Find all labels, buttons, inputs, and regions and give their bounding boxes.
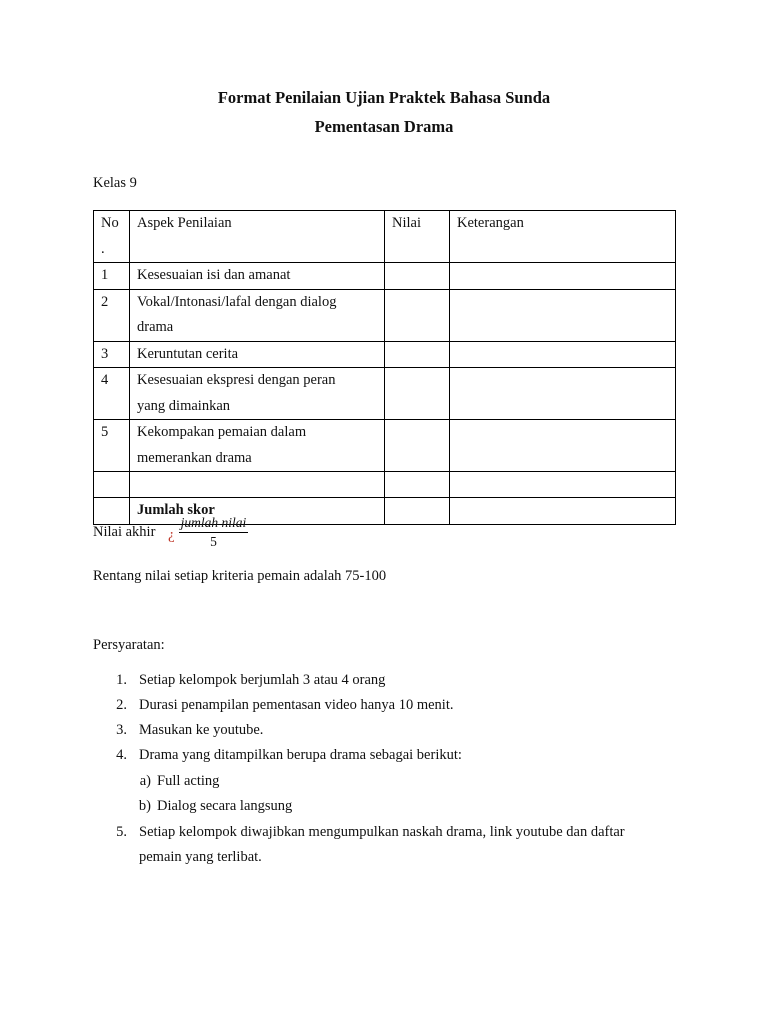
list-item-number: 5.	[116, 824, 127, 840]
page-subtitle: Pementasan Drama	[314, 117, 454, 136]
list-item-number: b)	[138, 798, 151, 814]
header-keterangan: Keterangan	[450, 211, 676, 263]
table-row-empty	[94, 472, 676, 498]
row-no	[94, 498, 130, 525]
row-keterangan-cell[interactable]	[450, 341, 676, 368]
row-keterangan-cell[interactable]	[450, 368, 676, 420]
row-aspek-line2: yang dimainkan	[137, 397, 231, 414]
row-aspek: Keruntutan cerita	[130, 341, 385, 368]
row-nilai-cell[interactable]	[385, 263, 450, 290]
header-aspek: Aspek Penilaian	[130, 211, 385, 263]
row-aspek-line1: Vokal/Intonasi/lafal dengan dialog	[137, 293, 337, 310]
list-item-number: 4.	[116, 747, 127, 763]
row-no: 4	[94, 368, 130, 420]
row-no: 1	[94, 263, 130, 290]
header-nilai: Nilai	[385, 211, 450, 263]
row-aspek-line2: memerankan drama	[137, 449, 252, 466]
row-nilai-cell[interactable]	[385, 289, 450, 341]
formula-denominator: 5	[210, 534, 217, 549]
list-item-text: Dialog secara langsung	[157, 798, 293, 814]
row-keterangan-cell[interactable]	[450, 289, 676, 341]
final-score-formula	[168, 514, 248, 550]
list-item-number: 3.	[116, 722, 127, 738]
row-nilai-cell[interactable]	[385, 368, 450, 420]
header-no	[94, 211, 130, 263]
row-aspek	[130, 420, 385, 472]
formula-fraction	[179, 514, 249, 550]
total-label: Jumlah skor	[130, 498, 385, 525]
row-aspek-line1: Kekompakan pemaian dalam	[137, 424, 307, 440]
list-item-number: 1.	[116, 672, 127, 688]
row-keterangan-cell[interactable]	[450, 420, 676, 472]
row-keterangan-cell[interactable]	[450, 472, 676, 498]
formula-numerator: jumlah nilai	[179, 514, 249, 533]
row-no: 3	[94, 341, 130, 368]
table-row	[94, 420, 676, 472]
row-aspek	[130, 289, 385, 341]
table-row	[94, 368, 676, 420]
table-header-row	[94, 211, 676, 263]
row-aspek-line1: Kesesuaian ekspresi dengan peran	[137, 372, 336, 388]
list-item-text: Setiap kelompok diwajibkan mengumpulkan naskah drama, link youtube dan daftar	[139, 824, 625, 840]
row-nilai-cell[interactable]	[385, 420, 450, 472]
list-item-text: Full acting	[157, 773, 220, 789]
header-no-label: No	[101, 215, 119, 231]
row-no: 5	[94, 420, 130, 472]
row-keterangan-cell[interactable]	[450, 263, 676, 290]
list-item-text: Setiap kelompok berjumlah 3 atau 4 orang	[139, 672, 386, 688]
total-nilai-cell[interactable]	[385, 498, 450, 525]
row-no: 2	[94, 289, 130, 341]
row-aspek	[130, 368, 385, 420]
final-score-label: Nilai akhir	[93, 524, 156, 540]
table-row	[94, 263, 676, 290]
list-item-text: Durasi penampilan pementasan video hanya 10 menit.	[139, 697, 454, 713]
formula-glyph: ¿	[168, 526, 175, 543]
row-aspek: Kesesuaian isi dan amanat	[130, 263, 385, 290]
row-nilai-cell[interactable]	[385, 341, 450, 368]
table-row	[94, 289, 676, 341]
requirements-heading: Persyaratan:	[93, 637, 165, 653]
table-row	[94, 341, 676, 368]
list-item-text-line2: pemain yang terlibat.	[139, 849, 262, 865]
header-no-dot: .	[101, 240, 105, 257]
list-item-text: Masukan ke youtube.	[139, 722, 264, 738]
assessment-table	[93, 210, 676, 525]
list-item-number: a)	[139, 773, 151, 789]
row-aspek-line2: drama	[137, 319, 174, 335]
total-keterangan-cell[interactable]	[450, 498, 676, 525]
row-nilai-cell[interactable]	[385, 472, 450, 498]
score-range-text: Rentang nilai setiap kriteria pemain adalah 75-100	[93, 568, 387, 584]
row-no	[94, 472, 130, 498]
list-item-number: 2.	[116, 697, 127, 713]
list-item-text: Drama yang ditampilkan berupa drama sebagai berikut:	[139, 747, 462, 763]
class-label: Kelas 9	[93, 175, 137, 191]
page-title: Format Penilaian Ujian Praktek Bahasa Sunda	[217, 88, 551, 107]
row-aspek	[130, 472, 385, 498]
